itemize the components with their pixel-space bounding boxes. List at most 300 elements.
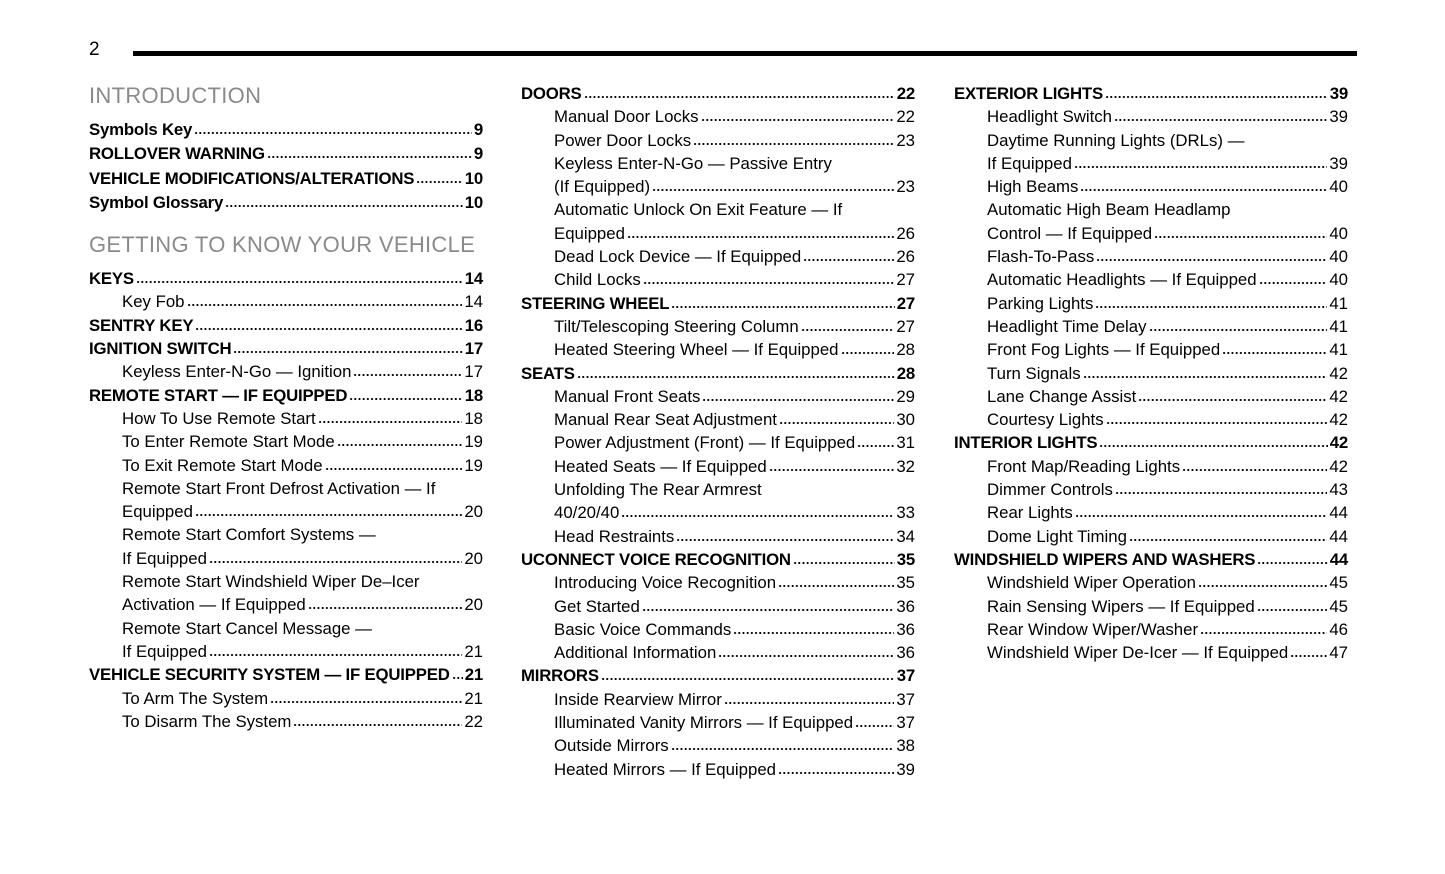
- page-ref[interactable]: 35: [896, 549, 915, 569]
- toc-line: [89, 118, 483, 142]
- page-ref[interactable]: 41: [1329, 293, 1348, 313]
- toc-entry[interactable]: [89, 477, 483, 524]
- toc-entry[interactable]: [521, 292, 915, 315]
- toc-line: [89, 430, 483, 453]
- entry-title[interactable]: Basic Voice Commands: [554, 619, 732, 639]
- entry-title[interactable]: Automatic Unlock On Exit Feature — If: [554, 200, 843, 220]
- toc-entry[interactable]: [954, 385, 1348, 408]
- toc-entry[interactable]: [89, 687, 483, 710]
- toc-line: [521, 175, 915, 198]
- toc-line: [89, 593, 483, 616]
- toc-entry[interactable]: [954, 129, 1348, 176]
- entry-title[interactable]: Dimmer Controls: [987, 480, 1113, 500]
- toc-line: [521, 711, 915, 734]
- page-ref[interactable]: 39: [1329, 84, 1348, 103]
- entry-title[interactable]: Turn Signals: [987, 363, 1081, 383]
- entry-title[interactable]: Power Adjustment (Front) — If Equipped: [554, 433, 856, 453]
- page-ref[interactable]: 47: [1329, 643, 1348, 663]
- toc-line: [521, 152, 915, 175]
- toc-line: [89, 267, 483, 290]
- toc-entry[interactable]: [89, 663, 483, 686]
- entry-title[interactable]: STEERING WHEEL: [521, 293, 670, 313]
- entry-title[interactable]: Dead Lock Device — If Equipped: [554, 247, 802, 267]
- dot-leader: [577, 375, 895, 379]
- toc-line: [954, 245, 1348, 268]
- page-ref[interactable]: 26: [896, 223, 915, 243]
- toc-line: [954, 501, 1348, 524]
- entry-title[interactable]: WINDSHIELD WIPERS AND WASHERS: [954, 549, 1256, 569]
- toc-line: [954, 455, 1348, 478]
- toc-line: [89, 710, 483, 733]
- entry-title[interactable]: Keyless Enter-N-Go — Ignition: [122, 362, 352, 382]
- toc-entry[interactable]: [521, 711, 915, 734]
- dot-leader: [1106, 421, 1328, 425]
- page-ref[interactable]: 42: [1329, 386, 1348, 406]
- toc-entry[interactable]: [954, 455, 1348, 478]
- dot-leader: [1096, 258, 1327, 262]
- toc-line: [521, 548, 915, 571]
- page-ref[interactable]: 40: [1329, 177, 1348, 197]
- entry-title[interactable]: Symbol Glossary: [89, 192, 224, 212]
- toc-line: [521, 501, 915, 524]
- dot-leader: [769, 468, 895, 472]
- toc-entry[interactable]: [521, 408, 915, 431]
- toc-entry[interactable]: [954, 431, 1348, 454]
- page-ref[interactable]: 28: [896, 363, 915, 383]
- toc-line: [89, 477, 483, 500]
- entry-title[interactable]: EXTERIOR LIGHTS: [954, 84, 1103, 103]
- toc-entry[interactable]: [521, 641, 915, 664]
- dot-leader: [1099, 444, 1327, 448]
- toc-line: [521, 82, 915, 105]
- entry-title[interactable]: Child Locks: [554, 270, 641, 290]
- entry-title[interactable]: Front Map/Reading Lights: [987, 456, 1181, 476]
- page-ref[interactable]: 31: [896, 433, 915, 453]
- toc-line: [89, 314, 483, 337]
- toc-entry[interactable]: [954, 268, 1348, 291]
- entry-title[interactable]: Manual Rear Seat Adjustment: [554, 410, 777, 430]
- entry-title[interactable]: If Equipped: [122, 641, 207, 661]
- toc-entry[interactable]: [89, 314, 483, 337]
- entry-title[interactable]: Rain Sensing Wipers — If Equipped: [987, 596, 1255, 616]
- toc-entry[interactable]: [954, 245, 1348, 268]
- entry-title[interactable]: Manual Front Seats: [554, 386, 701, 406]
- toc-entry[interactable]: [521, 431, 915, 454]
- page-ref[interactable]: 43: [1329, 480, 1348, 500]
- toc-entry[interactable]: [89, 290, 483, 313]
- page-ref[interactable]: 39: [1329, 107, 1348, 127]
- page-ref[interactable]: 37: [896, 713, 915, 733]
- toc-line: [954, 338, 1348, 361]
- page-ref[interactable]: 22: [896, 107, 915, 127]
- toc-entry[interactable]: [89, 384, 483, 407]
- entry-title[interactable]: High Beams: [987, 177, 1079, 197]
- toc-line: [89, 167, 483, 191]
- page-ref[interactable]: 20: [464, 502, 483, 522]
- page-ref[interactable]: 36: [896, 619, 915, 639]
- entry-title[interactable]: Heated Seats — If Equipped: [554, 456, 767, 476]
- toc-entry[interactable]: [954, 292, 1348, 315]
- page-ref[interactable]: 18: [464, 385, 483, 405]
- entry-title[interactable]: Headlight Time Delay: [987, 316, 1147, 336]
- toc-entry[interactable]: [954, 501, 1348, 524]
- page-ref[interactable]: 46: [1329, 619, 1348, 639]
- page-ref[interactable]: 28: [896, 340, 915, 360]
- entry-title[interactable]: REMOTE START — IF EQUIPPED: [89, 385, 348, 405]
- page-ref[interactable]: 22: [896, 84, 915, 103]
- toc-entry[interactable]: [521, 688, 915, 711]
- entry-title[interactable]: How To Use Remote Start: [122, 408, 316, 428]
- entry-title[interactable]: Get Started: [554, 596, 640, 616]
- dot-leader: [857, 444, 894, 448]
- toc-entry[interactable]: [521, 478, 915, 525]
- toc-entry[interactable]: [521, 385, 915, 408]
- page-ref[interactable]: 32: [896, 456, 915, 476]
- toc-line: [521, 268, 915, 291]
- toc-entry[interactable]: [954, 338, 1348, 361]
- entry-title[interactable]: VEHICLE MODIFICATIONS/ALTERATIONS: [89, 168, 415, 188]
- dot-leader: [801, 328, 895, 332]
- entry-title[interactable]: Rear Lights: [987, 503, 1073, 523]
- entry-title[interactable]: Windshield Wiper De-Icer — If Equipped: [987, 643, 1289, 663]
- toc-entry[interactable]: [954, 548, 1348, 571]
- entry-title[interactable]: Windshield Wiper Operation: [987, 573, 1196, 593]
- entry-title[interactable]: Equipped: [554, 223, 625, 243]
- dot-leader: [1182, 468, 1327, 472]
- page-ref[interactable]: 38: [896, 736, 915, 756]
- entry-title[interactable]: Head Restraints: [554, 526, 675, 546]
- entry-title[interactable]: To Arm The System: [122, 688, 269, 708]
- dot-leader: [136, 280, 463, 284]
- page-ref[interactable]: 16: [464, 315, 483, 335]
- dot-leader: [225, 204, 463, 208]
- toc-entry[interactable]: [954, 175, 1348, 198]
- toc-entry[interactable]: [89, 337, 483, 360]
- entry-title[interactable]: Keyless Enter-N-Go — Passive Entry: [554, 153, 832, 173]
- entry-title[interactable]: Courtesy Lights: [987, 410, 1104, 430]
- toc-entry[interactable]: [521, 315, 915, 338]
- page-ref[interactable]: 36: [896, 596, 915, 616]
- entry-title[interactable]: Symbols Key: [89, 120, 193, 139]
- page-ref[interactable]: 41: [1329, 340, 1348, 360]
- toc-entry[interactable]: [521, 618, 915, 641]
- page-ref[interactable]: 40: [1329, 247, 1348, 267]
- page-ref[interactable]: 17: [464, 362, 483, 382]
- toc-line: [89, 142, 483, 166]
- page-ref[interactable]: 21: [464, 665, 483, 685]
- entry-title[interactable]: KEYS: [89, 269, 134, 289]
- entry-title[interactable]: Automatic Headlights — If Equipped: [987, 270, 1257, 290]
- toc-entry[interactable]: [89, 523, 483, 570]
- toc-entry[interactable]: [89, 407, 483, 430]
- page-ref[interactable]: 40: [1329, 223, 1348, 243]
- page-ref[interactable]: 45: [1329, 596, 1348, 616]
- toc-entry[interactable]: [521, 105, 915, 128]
- page-ref[interactable]: 35: [896, 573, 915, 593]
- dot-leader: [642, 608, 895, 612]
- entry-title[interactable]: Introducing Voice Recognition: [554, 573, 777, 593]
- entry-title[interactable]: Power Door Locks: [554, 130, 692, 150]
- dot-leader: [793, 561, 895, 565]
- toc-entry[interactable]: [521, 571, 915, 594]
- toc-entry[interactable]: [954, 82, 1348, 105]
- entry-title[interactable]: Remote Start Windshield Wiper De–Icer: [122, 572, 420, 592]
- page-ref[interactable]: 18: [464, 408, 483, 428]
- dot-leader: [701, 118, 895, 122]
- dot-leader: [841, 351, 895, 355]
- page-ref[interactable]: 37: [896, 666, 915, 686]
- toc-entry[interactable]: [89, 142, 483, 166]
- toc-entry[interactable]: [521, 129, 915, 152]
- page-ref[interactable]: 19: [464, 455, 483, 475]
- entry-title[interactable]: To Enter Remote Start Mode: [122, 432, 335, 452]
- entry-title[interactable]: VEHICLE SECURITY SYSTEM — IF EQUIPPED: [89, 665, 450, 685]
- page-ref[interactable]: 19: [464, 432, 483, 452]
- page-ref[interactable]: 14: [464, 292, 483, 312]
- toc-entry[interactable]: [521, 734, 915, 757]
- page-ref[interactable]: 14: [464, 269, 483, 289]
- dot-leader: [1114, 118, 1327, 122]
- dot-leader: [1290, 654, 1327, 658]
- entry-title[interactable]: To Exit Remote Start Mode: [122, 455, 323, 475]
- entry-title[interactable]: Rear Window Wiper/Washer: [987, 619, 1199, 639]
- entry-title[interactable]: Headlight Switch: [987, 107, 1112, 127]
- entry-title[interactable]: Additional Information: [554, 643, 717, 663]
- toc-line: [521, 595, 915, 618]
- entry-title[interactable]: 40/20/40: [554, 503, 620, 523]
- toc-entry[interactable]: [89, 191, 483, 215]
- toc-entry[interactable]: [521, 245, 915, 268]
- page-ref[interactable]: 44: [1329, 526, 1348, 546]
- dot-leader: [349, 397, 462, 401]
- toc-entry[interactable]: [954, 315, 1348, 338]
- toc-line: [954, 525, 1348, 548]
- page-ref[interactable]: 17: [464, 339, 483, 359]
- page-ref[interactable]: 9: [473, 144, 483, 164]
- page-ref[interactable]: 39: [896, 759, 915, 779]
- page-ref[interactable]: 33: [896, 503, 915, 523]
- entry-title[interactable]: SENTRY KEY: [89, 315, 194, 335]
- page-ref[interactable]: 26: [896, 247, 915, 267]
- toc-line: [521, 222, 915, 245]
- toc-line: [89, 290, 483, 313]
- page-ref[interactable]: 10: [464, 168, 483, 188]
- entry-title[interactable]: To Disarm The System: [122, 711, 292, 731]
- toc-line: [89, 191, 483, 215]
- toc-line: [521, 408, 915, 431]
- dot-leader: [702, 398, 894, 402]
- toc-entry[interactable]: [954, 641, 1348, 664]
- toc-line: [954, 82, 1348, 105]
- entry-title[interactable]: Dome Light Timing: [987, 526, 1127, 546]
- entry-title[interactable]: Heated Mirrors — If Equipped: [554, 759, 776, 779]
- page-ref[interactable]: 42: [1329, 410, 1348, 430]
- dot-leader: [1074, 165, 1327, 169]
- toc-entry[interactable]: [521, 758, 915, 781]
- toc-entry[interactable]: [954, 198, 1348, 245]
- page-ref[interactable]: 21: [464, 641, 483, 661]
- toc-line: [89, 547, 483, 570]
- toc-entry[interactable]: [521, 548, 915, 571]
- toc-entry[interactable]: [954, 525, 1348, 548]
- entry-title[interactable]: Manual Door Locks: [554, 107, 699, 127]
- entry-title[interactable]: Front Fog Lights — If Equipped: [987, 340, 1221, 360]
- page-ref[interactable]: 23: [896, 177, 915, 197]
- toc-entry[interactable]: [89, 167, 483, 191]
- entry-title[interactable]: If Equipped: [122, 548, 207, 568]
- toc-entry[interactable]: [954, 362, 1348, 385]
- toc-entry[interactable]: [521, 595, 915, 618]
- toc-entry[interactable]: [89, 710, 483, 733]
- toc-entry[interactable]: [89, 267, 483, 290]
- toc-entry[interactable]: [521, 455, 915, 478]
- toc-line: [521, 315, 915, 338]
- header-rule: [133, 51, 1357, 56]
- page-ref[interactable]: 20: [464, 595, 483, 615]
- toc-line: [954, 641, 1348, 664]
- dot-leader: [643, 281, 895, 285]
- dot-leader: [671, 747, 895, 751]
- entry-title[interactable]: Inside Rearview Mirror: [554, 689, 722, 709]
- dot-leader: [621, 514, 894, 518]
- entry-title[interactable]: Equipped: [122, 502, 193, 522]
- entry-title[interactable]: (If Equipped): [554, 177, 651, 197]
- entry-title[interactable]: Parking Lights: [987, 293, 1094, 313]
- toc-entry[interactable]: [954, 571, 1348, 594]
- toc-line: [521, 641, 915, 664]
- toc-entry[interactable]: [89, 118, 483, 142]
- entry-title[interactable]: Key Fob: [122, 292, 185, 312]
- entry-title[interactable]: DOORS: [521, 84, 582, 103]
- toc-entry[interactable]: [521, 362, 915, 385]
- page-ref[interactable]: 27: [896, 293, 915, 313]
- entry-title[interactable]: Remote Start Front Defrost Activation — If: [122, 478, 436, 498]
- page-ref[interactable]: 39: [1329, 153, 1348, 173]
- toc-entry[interactable]: [521, 82, 915, 105]
- entry-title[interactable]: Illuminated Vanity Mirrors — If Equipped: [554, 713, 854, 733]
- page-ref[interactable]: 42: [1329, 433, 1348, 453]
- toc-entry[interactable]: [954, 105, 1348, 128]
- toc-column-3: [954, 82, 1348, 664]
- dot-leader: [293, 723, 462, 727]
- toc-entry[interactable]: [954, 595, 1348, 618]
- page-ref[interactable]: 41: [1329, 316, 1348, 336]
- page-ref[interactable]: 44: [1329, 549, 1348, 569]
- page-ref[interactable]: 27: [896, 270, 915, 290]
- page-ref[interactable]: 23: [896, 130, 915, 150]
- dot-leader: [1200, 631, 1327, 635]
- toc-entry[interactable]: [521, 198, 915, 245]
- entry-title[interactable]: Remote Start Comfort Systems —: [122, 525, 376, 545]
- toc-entry[interactable]: [521, 268, 915, 291]
- dot-leader: [194, 131, 472, 135]
- toc-line: [954, 618, 1348, 641]
- page-ref[interactable]: 34: [896, 526, 915, 546]
- toc-entry[interactable]: [521, 525, 915, 548]
- dot-leader: [270, 700, 462, 704]
- entry-title[interactable]: Heated Steering Wheel — If Equipped: [554, 340, 839, 360]
- page-ref[interactable]: 22: [464, 711, 483, 731]
- entry-title[interactable]: SEATS: [521, 363, 575, 383]
- dot-leader: [584, 95, 895, 99]
- entry-title[interactable]: Automatic High Beam Headlamp: [987, 200, 1231, 220]
- page-ref[interactable]: 20: [464, 548, 483, 568]
- toc-entry[interactable]: [954, 478, 1348, 501]
- toc-entry[interactable]: [89, 617, 483, 664]
- page-ref[interactable]: 37: [896, 689, 915, 709]
- toc-line: [89, 687, 483, 710]
- page-ref[interactable]: 45: [1329, 573, 1348, 593]
- toc-entry[interactable]: [954, 408, 1348, 431]
- page-ref[interactable]: 36: [896, 643, 915, 663]
- page-ref[interactable]: 30: [896, 410, 915, 430]
- entry-title[interactable]: Remote Start Cancel Message —: [122, 618, 372, 638]
- entry-title[interactable]: MIRRORS: [521, 666, 599, 686]
- page-ref[interactable]: 29: [896, 386, 915, 406]
- toc-line: [521, 758, 915, 781]
- toc-entry[interactable]: [521, 152, 915, 199]
- dot-leader: [195, 327, 462, 331]
- page-ref[interactable]: 40: [1329, 270, 1348, 290]
- entry-title[interactable]: ROLLOVER WARNING: [89, 144, 265, 164]
- toc-entry[interactable]: [521, 338, 915, 361]
- entry-title[interactable]: Outside Mirrors: [554, 736, 669, 756]
- dot-leader: [803, 258, 894, 262]
- entry-title[interactable]: Control — If Equipped: [987, 223, 1153, 243]
- entry-title[interactable]: IGNITION SWITCH: [89, 339, 232, 359]
- entry-title[interactable]: Tilt/Telescoping Steering Column: [554, 316, 799, 336]
- toc-entry[interactable]: [954, 618, 1348, 641]
- section-heading: GETTING TO KNOW YOUR VEHICLE: [89, 232, 476, 258]
- page-ref[interactable]: 42: [1329, 456, 1348, 476]
- toc-line: [954, 129, 1348, 152]
- toc-line: [954, 385, 1348, 408]
- page-ref[interactable]: 21: [464, 688, 483, 708]
- dot-leader: [337, 443, 463, 447]
- page-ref[interactable]: 27: [896, 316, 915, 336]
- dot-leader: [1222, 351, 1327, 355]
- toc-entry[interactable]: [89, 430, 483, 453]
- entry-title[interactable]: Flash-To-Pass: [987, 247, 1095, 267]
- entry-title[interactable]: UCONNECT VOICE RECOGNITION: [521, 549, 791, 569]
- dot-leader: [778, 584, 894, 588]
- dot-leader: [209, 653, 462, 657]
- dot-leader: [693, 142, 894, 146]
- entry-title[interactable]: Activation — If Equipped: [122, 595, 306, 615]
- dot-leader: [308, 606, 463, 610]
- dot-leader: [627, 235, 894, 239]
- dot-leader: [195, 513, 462, 517]
- toc-entry[interactable]: [89, 454, 483, 477]
- page-ref[interactable]: 9: [473, 120, 483, 139]
- page-ref[interactable]: 10: [464, 192, 483, 212]
- toc-entry[interactable]: [521, 664, 915, 687]
- entry-title[interactable]: Unfolding The Rear Armrest: [554, 480, 762, 500]
- entry-title[interactable]: Lane Change Assist: [987, 386, 1137, 406]
- toc-entry[interactable]: [89, 360, 483, 383]
- toc-line: [521, 385, 915, 408]
- entry-title[interactable]: INTERIOR LIGHTS: [954, 433, 1098, 453]
- page-ref[interactable]: 44: [1329, 503, 1348, 523]
- toc-entry[interactable]: [89, 570, 483, 617]
- entry-title[interactable]: Daytime Running Lights (DRLs) —: [987, 130, 1245, 150]
- toc-line: [89, 407, 483, 430]
- dot-leader: [1080, 188, 1327, 192]
- toc-line: [89, 384, 483, 407]
- dot-leader: [233, 350, 462, 354]
- entry-title[interactable]: If Equipped: [987, 153, 1072, 173]
- page-ref[interactable]: 42: [1329, 363, 1348, 383]
